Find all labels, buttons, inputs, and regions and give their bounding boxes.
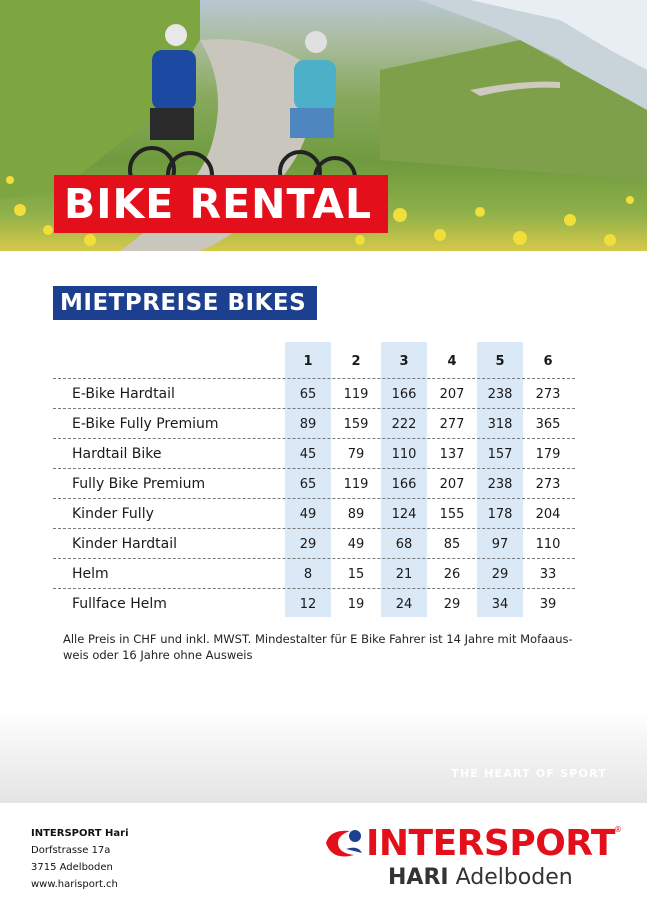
hero-image [0,0,647,251]
price-cell: 68 [395,537,413,552]
logo-brand: INTERSPORT [366,823,615,864]
logo-sub-rest: Adelboden [448,865,573,890]
column-header: 1 [303,354,313,369]
price-cell: 26 [443,567,461,582]
price-cell: 85 [443,537,461,552]
price-cell: 29 [443,597,461,612]
price-cell: 97 [491,537,509,552]
price-cell: 124 [391,507,417,522]
table-row [53,468,575,498]
table-row [53,378,575,408]
street: Dorfstrasse 17a [31,845,111,856]
address-block [31,825,129,893]
price-cell: 137 [439,447,465,462]
price-cell: 39 [539,597,557,612]
table-row [53,408,575,438]
price-cell: 166 [391,387,417,402]
price-cell: 45 [299,447,317,462]
price-cell: 89 [347,507,365,522]
price-cell: 207 [439,477,465,492]
price-cell: 12 [299,597,317,612]
table-row [53,588,575,618]
price-cell: 29 [491,567,509,582]
table-row [53,438,575,468]
row-label: Fullface Helm [72,596,167,612]
price-cell: 159 [343,417,369,432]
price-cell: 273 [535,387,561,402]
price-cell: 15 [347,567,365,582]
price-cell: 119 [343,477,369,492]
registered-mark: ® [614,825,622,834]
price-cell: 24 [395,597,413,612]
price-cell: 19 [347,597,365,612]
price-cell: 204 [535,507,561,522]
price-cell: 365 [535,417,561,432]
price-cell: 179 [535,447,561,462]
slogan: THE HEART OF SPORT [451,767,607,780]
hero-title-box [54,175,388,233]
price-cell: 33 [539,567,557,582]
grey-fade-band [0,710,647,803]
price-cell: 49 [299,507,317,522]
row-label: Fully Bike Premium [72,476,206,492]
shop-name: INTERSPORT Hari [31,828,129,839]
price-cell: 29 [299,537,317,552]
table-row [53,498,575,528]
hero-title: BIKE RENTAL [64,180,373,228]
price-cell: 207 [439,387,465,402]
column-header: 6 [543,354,553,369]
column-header: 4 [447,354,457,369]
price-cell: 273 [535,477,561,492]
price-cell: 119 [343,387,369,402]
logo-location [388,865,573,890]
price-cell: 65 [299,477,317,492]
row-label: Hardtail Bike [72,446,162,462]
note-line: Alle Preis in CHF und inkl. MWST. Mindestalter für E Bike Fahrer ist 14 Jahre mit Mofaaus- [63,632,573,646]
price-cell: 110 [535,537,561,552]
row-label: Kinder Hardtail [72,536,177,552]
row-label: E-Bike Hardtail [72,386,175,402]
price-cell: 34 [491,597,509,612]
row-label: Helm [72,566,109,582]
section-heading [53,286,317,320]
row-label: E-Bike Fully Premium [72,416,219,432]
column-header: 3 [399,354,409,369]
price-cell: 238 [487,477,513,492]
column-header: 5 [495,354,505,369]
logo-sub-bold: HARI [388,865,449,890]
city: 3715 Adelboden [31,862,113,873]
price-cell: 166 [391,477,417,492]
table-row [53,558,575,588]
table-row [53,528,575,558]
price-cell: 157 [487,447,513,462]
price-cell: 79 [347,447,365,462]
price-cell: 277 [439,417,465,432]
price-cell: 222 [391,417,417,432]
price-cell: 318 [487,417,513,432]
price-cell: 178 [487,507,513,522]
note-line: weis oder 16 Jahre ohne Ausweis [63,648,253,662]
website-link[interactable]: www.harisport.ch [31,879,118,890]
price-note [63,631,593,663]
price-cell: 21 [395,567,413,582]
footer [0,803,647,911]
price-cell: 49 [347,537,365,552]
price-cell: 65 [299,387,317,402]
intersport-swoosh-icon [324,827,364,861]
row-label: Kinder Fully [72,506,154,522]
price-cell: 8 [303,567,313,582]
intersport-logo [322,823,622,893]
table-header [53,342,575,378]
column-header: 2 [351,354,361,369]
section-title: MIETPREISE BIKES [60,290,307,316]
price-cell: 89 [299,417,317,432]
price-cell: 238 [487,387,513,402]
price-cell: 110 [391,447,417,462]
price-cell: 155 [439,507,465,522]
